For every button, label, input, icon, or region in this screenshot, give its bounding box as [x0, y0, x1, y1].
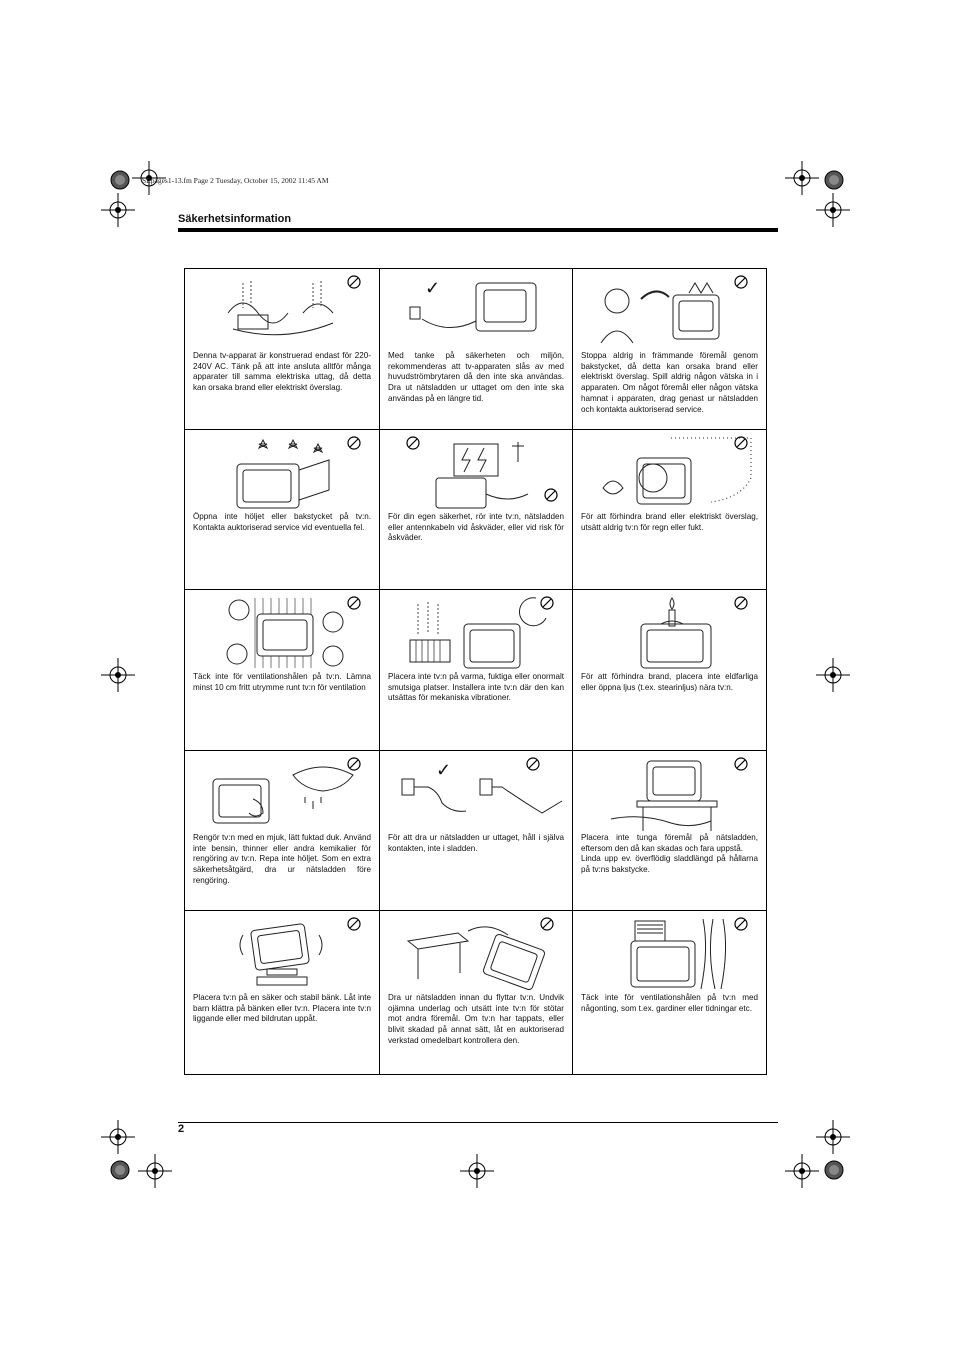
safety-cell-2: [380, 269, 573, 430]
checkmark-icon: ✓: [436, 760, 452, 780]
safety-text: Täck inte för ventilationshålen på tv:n med någonting, som t.ex. gardiner eller tidningar etc.: [581, 993, 758, 1013]
footer-rule: [178, 1122, 778, 1123]
safety-text: Placera inte tv:n på varma, fuktiga eller onormalt smutsiga platser. Installera inte tv:n där den kan utsättas för mekaniska vibrationer.: [388, 672, 564, 703]
prohibited-icon: [540, 596, 554, 610]
color-target-top-left: [110, 170, 130, 190]
safety-cell-5: [380, 430, 573, 590]
safety-grid: [184, 268, 767, 1075]
safety-text: För att dra ur nätsladden ur uttaget, håll i själva kontakten, inte i sladden.: [388, 833, 564, 853]
safety-cell-13: [185, 911, 380, 1074]
prohibited-icon: [406, 436, 420, 450]
unstable-stand-illustration: [193, 915, 369, 991]
registration-mark-bottom-center: [460, 1154, 494, 1188]
registration-mark-bottom-left: [138, 1154, 172, 1188]
color-target-bottom-left: [110, 1160, 130, 1180]
color-target-top-right: [824, 170, 844, 190]
safety-text: Dra ur nätsladden innan du flyttar tv:n. Undvik ojämna underlag och utsätt inte tv:n för stötar mot andra föremål. Om tv:n har tappats, eller blivit skadad på annat sätt, låt en auktoriserad verkstad omedelbart kontrollera den.: [388, 993, 564, 1045]
safety-text: Med tanke på säkerheten och miljön, rekommenderas att tv-apparaten slås av med huvudströmbrytaren då den inte ska användas. Dra ut nätsladden ur uttaget om den inte ska användas på en längre tid.: [388, 351, 564, 403]
registration-mark-right-middle: [816, 658, 850, 692]
prohibited-icon: [347, 596, 361, 610]
safety-text: Denna tv-apparat är konstruerad endast för 220-240V AC. Tänk på att inte ansluta alltför många apparater till samma elektriska uttag, då detta kan orsaka brand eller elektriskt överslag.: [193, 351, 371, 393]
prohibited-icon: [734, 596, 748, 610]
safety-text: För att förhindra brand, placera inte eldfarliga eller öppna ljus (t.ex. stearinljus) nära tv:n.: [581, 672, 758, 692]
safety-cell-7: [185, 590, 380, 751]
safety-text: Placera tv:n på en säker och stabil bänk. Låt inte barn klättra på bänken eller tv:n. Placera inte tv:n liggande eller med bildrutan uppåt.: [193, 993, 371, 1024]
safety-cell-3: [573, 269, 766, 430]
prohibited-icon: [347, 917, 361, 931]
page-number: 2: [178, 1123, 185, 1135]
safety-cell-15: [573, 911, 766, 1074]
prohibited-icon: [540, 917, 554, 931]
overloaded-outlet-illustration: [193, 273, 369, 349]
safety-text: Placera inte tunga föremål på nätsladden, eftersom den då kan skadas och fara uppstå. Linda upp ev. överflödig sladdlängd på hållarna på tv:ns bakstycke.: [581, 833, 758, 875]
registration-mark-bottom-right: [785, 1154, 819, 1188]
registration-mark-right-upper: [816, 193, 850, 227]
prohibited-icon: [544, 488, 558, 502]
foreign-objects-illustration: [581, 273, 757, 349]
section-title: Säkerhetsinformation: [178, 213, 292, 225]
registration-mark-top-right: [785, 161, 819, 195]
registration-mark-left-lower: [101, 1120, 135, 1154]
safety-text: För din egen säkerhet, rör inte tv:n, nätsladden eller antennkabeln vid åskväder, eller vid risk för åskväder.: [388, 512, 564, 543]
prohibited-icon: [734, 917, 748, 931]
prohibited-icon: [734, 757, 748, 771]
safety-cell-14: [380, 911, 573, 1074]
file-info: SEpages1-13.fm Page 2 Tuesday, October 15, 2002 11:45 AM: [142, 176, 329, 185]
safety-text: Täck inte för ventilationshålen på tv:n. Lämna minst 10 cm fritt utrymme runt tv:n för ventilation: [193, 672, 371, 692]
safety-cell-11: [380, 751, 573, 911]
safety-text: Rengör tv:n med en mjuk, lätt fuktad duk. Använd inte bensin, thinner eller andra kemikalier för rengöring av tv:n. Repa inte höljet. Som en extra säkerhetsåtgärd, dra ur nätsladden före rengöring.: [193, 833, 371, 885]
safety-cell-10: [185, 751, 380, 911]
tv-unplugged-illustration: [388, 273, 564, 349]
ventilation-clearance-illustration: [193, 594, 369, 670]
falling-tv-illustration: [388, 915, 564, 991]
safety-cell-12: [573, 751, 766, 911]
safety-cell-4: [185, 430, 380, 590]
prohibited-icon: [347, 757, 361, 771]
registration-mark-left-upper: [101, 193, 135, 227]
heavy-object-on-cord-illustration: [581, 755, 757, 831]
safety-text: För att förhindra brand eller elektriskt överslag, utsätt aldrig tv:n för regn eller fukt.: [581, 512, 758, 532]
covered-vents-illustration: [581, 915, 757, 991]
safety-cell-1: [185, 269, 380, 430]
rain-moisture-illustration: [581, 434, 757, 510]
heat-source-illustration: [388, 594, 564, 670]
safety-cell-6: [573, 430, 766, 590]
cleaning-illustration: [193, 755, 369, 831]
prohibited-icon: [734, 275, 748, 289]
safety-cell-9: [573, 590, 766, 751]
safety-text: Stoppa aldrig in främmande föremål genom bakstycket, då detta kan orsaka brand eller elektriskt överslag. Spill aldrig någon vätska in i apparaten. Om något föremål eller någon vätska hamnat i apparaten, drag genast ur nätsladden och kontakta auktoriserad service.: [581, 351, 758, 414]
prohibited-icon: [347, 275, 361, 289]
checkmark-icon: ✓: [425, 278, 441, 298]
registration-mark-right-lower: [816, 1120, 850, 1154]
registration-mark-left-middle: [101, 658, 135, 692]
candle-on-tv-illustration: [581, 594, 757, 670]
safety-text: Öppna inte höljet eller bakstycket på tv:n. Kontakta auktoriserad service vid eventuella fel.: [193, 512, 371, 532]
prohibited-icon: [734, 436, 748, 450]
open-cabinet-illustration: [193, 434, 369, 510]
title-rule: [178, 228, 778, 232]
prohibited-icon: [526, 757, 540, 771]
safety-cell-8: [380, 590, 573, 751]
prohibited-icon: [347, 436, 361, 450]
color-target-bottom-right: [824, 1160, 844, 1180]
